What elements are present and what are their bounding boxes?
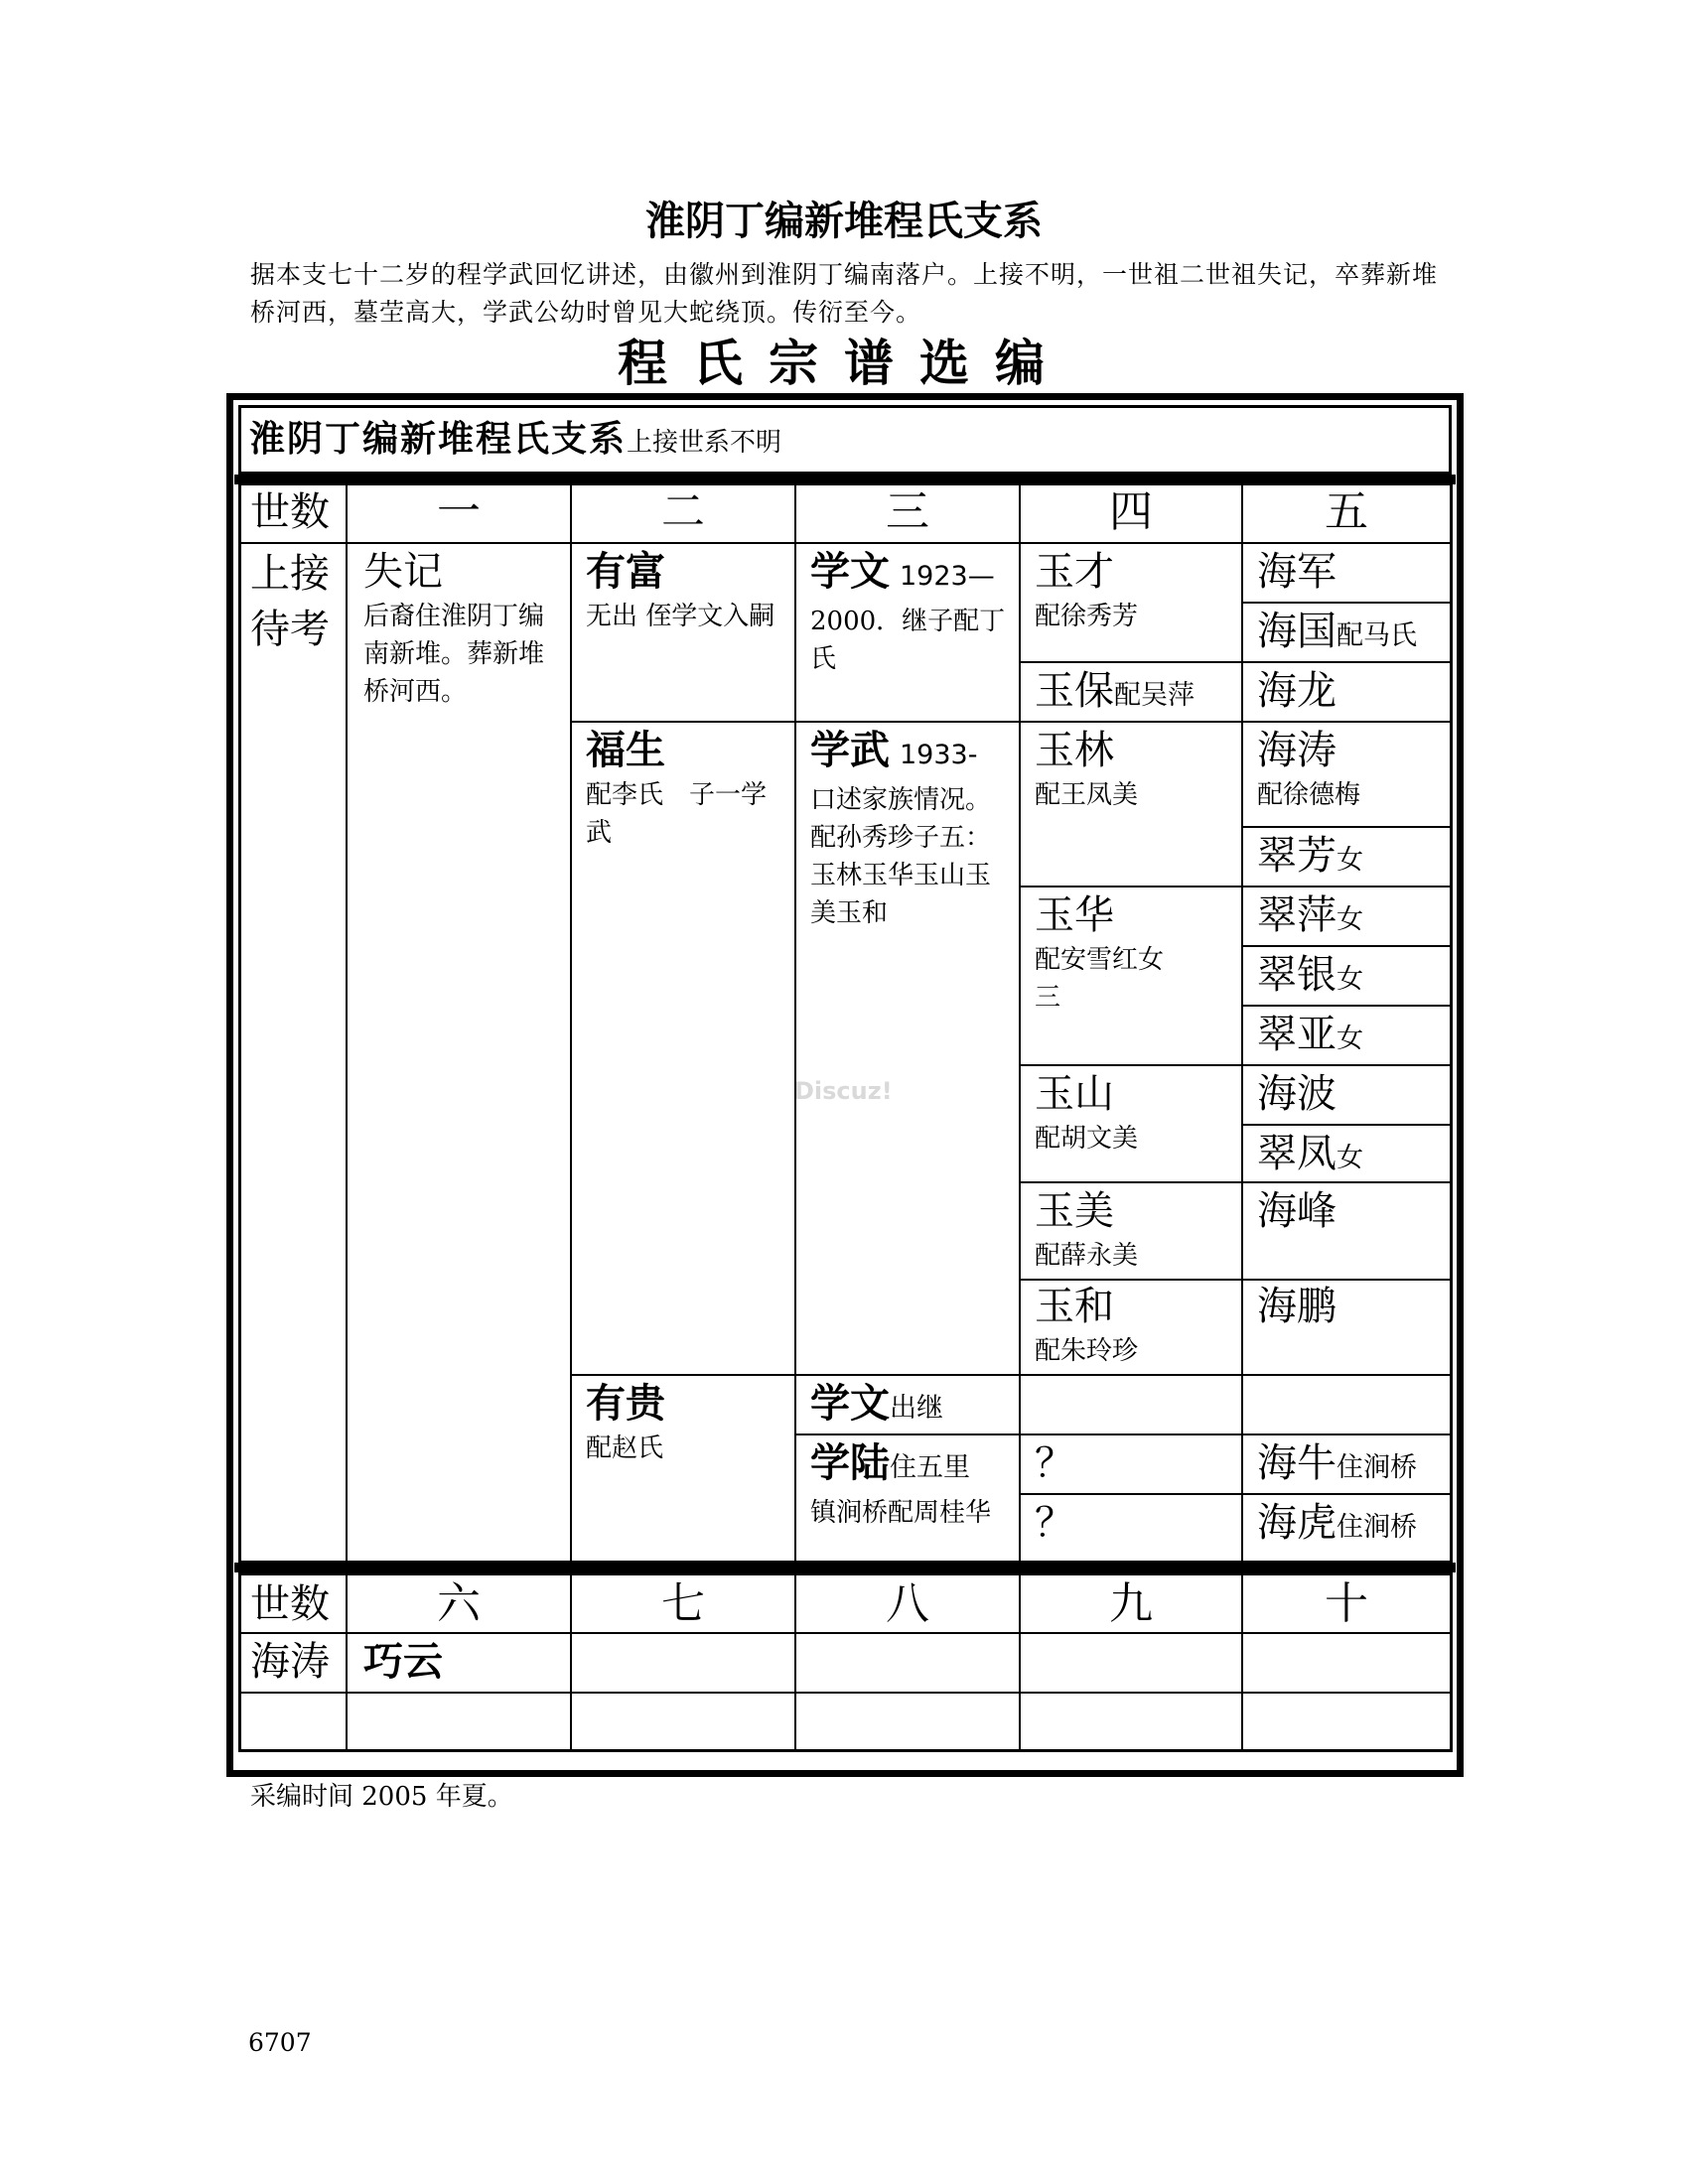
grid-line bbox=[570, 482, 572, 1563]
person-cell bbox=[1035, 1281, 1237, 1370]
person-note: 配赵氏 bbox=[586, 1433, 664, 1463]
person-name: 海峰 bbox=[1257, 1188, 1336, 1234]
person-cell bbox=[1035, 1068, 1237, 1158]
person-cell bbox=[586, 725, 788, 852]
person-suffix: 住涧桥 bbox=[1336, 1512, 1417, 1543]
grid-line bbox=[1241, 1374, 1452, 1376]
person-cell bbox=[810, 725, 1015, 932]
grid-line bbox=[794, 721, 1021, 723]
watermark: Discuz! bbox=[794, 1077, 893, 1105]
person-name: 翠芳 bbox=[1257, 833, 1336, 879]
generation-header: 八 bbox=[886, 1578, 929, 1629]
person-name: 翠萍 bbox=[1257, 892, 1336, 938]
person-cell bbox=[1035, 1497, 1237, 1549]
grid-line bbox=[1019, 1493, 1243, 1495]
grid-line bbox=[238, 482, 241, 1563]
person-cell bbox=[1035, 1185, 1237, 1275]
person-suffix: 住涧桥 bbox=[1336, 1452, 1417, 1483]
person-note: 后裔住淮阴丁编南新堆。葬新堆桥河西。 bbox=[363, 602, 545, 707]
grid-line bbox=[1019, 1433, 1243, 1435]
grid-line bbox=[1019, 886, 1243, 887]
person-suffix: 住五里 bbox=[890, 1452, 970, 1483]
person-note: 配徐秀芳 bbox=[1035, 602, 1139, 631]
person-cell bbox=[1257, 1185, 1448, 1237]
person-name: ？ bbox=[1035, 1500, 1074, 1546]
header-label: 世数 bbox=[250, 489, 330, 535]
person-cell bbox=[1035, 1437, 1237, 1489]
page-number: 6707 bbox=[248, 2028, 312, 2057]
grid-line bbox=[1241, 1433, 1452, 1435]
row-label: 海涛 bbox=[250, 1639, 330, 1685]
person-note: 2000．继子配丁氏 bbox=[810, 607, 1006, 674]
grid-line bbox=[1241, 602, 1452, 604]
person-name: 有富 bbox=[586, 549, 665, 595]
grid-line bbox=[570, 1374, 796, 1376]
grid-line bbox=[238, 542, 1452, 544]
banner-note: 上接世系不明 bbox=[627, 428, 782, 458]
person-name: 翠亚 bbox=[1257, 1012, 1336, 1057]
person-name: 海牛 bbox=[1257, 1440, 1336, 1486]
banner-title: 淮阴丁编新堆程氏支系 bbox=[249, 419, 628, 460]
person-note: 镇涧桥配周桂华 bbox=[810, 1498, 992, 1528]
row-label: 上接待考 bbox=[250, 551, 330, 652]
generation-header: 十 bbox=[1325, 1578, 1368, 1629]
person-cell bbox=[363, 546, 562, 711]
header-label: 世数 bbox=[250, 1581, 330, 1627]
grid-line bbox=[238, 1749, 1452, 1752]
person-name: 翠凤 bbox=[1257, 1131, 1336, 1176]
person-cell bbox=[1257, 830, 1448, 887]
person-name: 海虎 bbox=[1257, 1500, 1336, 1546]
grid-line bbox=[794, 482, 796, 1563]
person-note: 配薛永美 bbox=[1035, 1241, 1139, 1271]
grid-line bbox=[238, 1692, 1452, 1694]
person-name: 学陆 bbox=[810, 1440, 890, 1486]
person-note: 配李氏 子一学武 bbox=[586, 780, 768, 848]
grid-line bbox=[1450, 482, 1453, 1563]
generation-header: 三 bbox=[886, 486, 929, 537]
person-cell bbox=[810, 1437, 1015, 1532]
person-cell bbox=[810, 546, 1015, 678]
person-note: 无出 侄学文入嗣 bbox=[586, 602, 775, 631]
person-name: 玉才 bbox=[1035, 549, 1114, 595]
person-name: 海波 bbox=[1257, 1071, 1336, 1117]
person-cell bbox=[1257, 1437, 1448, 1494]
person-name: 海龙 bbox=[1257, 668, 1336, 714]
grid-line bbox=[1019, 482, 1021, 1563]
person-dates: 1933- bbox=[900, 740, 978, 770]
person-suffix: 女 bbox=[1336, 1143, 1363, 1173]
person-cell bbox=[586, 546, 788, 635]
person-name: 学文 bbox=[810, 1381, 890, 1427]
person-suffix: 女 bbox=[1336, 1024, 1363, 1054]
person-cell bbox=[1257, 606, 1448, 662]
generation-header: 四 bbox=[1109, 486, 1153, 537]
person-name: 福生 bbox=[586, 728, 665, 773]
person-note: 配徐德梅 bbox=[1257, 780, 1361, 810]
footer-note: 采编时间 2005 年夏。 bbox=[250, 1782, 513, 1812]
page-title: 淮阴丁编新堆程氏支系 bbox=[645, 199, 1043, 244]
generation-header: 二 bbox=[661, 486, 705, 537]
generation-header: 一 bbox=[437, 486, 481, 537]
person-dates: 1923— bbox=[900, 561, 995, 592]
person-cell bbox=[1257, 949, 1448, 1006]
grid-line bbox=[1241, 1124, 1452, 1126]
person-suffix: 女 bbox=[1336, 845, 1363, 876]
person-name: 学文 bbox=[810, 549, 890, 595]
table-divider bbox=[234, 1563, 1456, 1572]
person-name: 玉林 bbox=[1035, 728, 1114, 773]
person-suffix: 配吴萍 bbox=[1114, 680, 1195, 711]
person-name: 失记 bbox=[363, 549, 443, 595]
person-name: 海涛 bbox=[1257, 728, 1336, 773]
person-cell bbox=[1035, 889, 1164, 1017]
person-name: 巧云 bbox=[363, 1639, 443, 1685]
grid-line bbox=[1241, 482, 1243, 1563]
person-cell bbox=[1257, 725, 1448, 814]
person-cell bbox=[1035, 725, 1237, 814]
intro-paragraph: 据本支七十二岁的程学武回忆讲述，由徽州到淮阴丁编南落户。上接不明，一世祖二世祖失记，卒葬新堆桥河西，墓茔高大，学武公幼时曾见大蛇绕顶。传衍至今。 bbox=[250, 260, 1439, 327]
person-suffix: 配马氏 bbox=[1336, 620, 1417, 651]
grid-line bbox=[1241, 826, 1452, 828]
person-cell bbox=[1257, 889, 1448, 946]
grid-line bbox=[1019, 661, 1243, 663]
person-name: 海国 bbox=[1257, 609, 1336, 654]
grid-line bbox=[1019, 1064, 1243, 1066]
person-suffix: 女 bbox=[1336, 904, 1363, 935]
person-cell bbox=[1257, 546, 1448, 598]
grid-line bbox=[1019, 1181, 1243, 1183]
person-cell bbox=[1257, 1497, 1448, 1554]
person-name: 有贵 bbox=[586, 1381, 665, 1427]
generation-header: 九 bbox=[1109, 1578, 1153, 1629]
grid-line bbox=[1241, 721, 1452, 723]
person-cell bbox=[1257, 1068, 1448, 1120]
person-name: 玉华 bbox=[1035, 892, 1114, 938]
person-cell bbox=[586, 1378, 788, 1467]
person-name: 海鹏 bbox=[1257, 1284, 1336, 1329]
person-note: 配安雪红女三 bbox=[1035, 945, 1165, 1013]
person-suffix: 出继 bbox=[890, 1393, 943, 1424]
generation-header: 五 bbox=[1325, 486, 1368, 537]
person-suffix: 女 bbox=[1336, 964, 1363, 995]
person-cell bbox=[1035, 665, 1237, 722]
grid-line bbox=[1019, 1374, 1243, 1376]
person-name: 海军 bbox=[1257, 549, 1336, 595]
person-cell bbox=[1257, 665, 1448, 717]
grid-line bbox=[570, 721, 796, 723]
grid-line bbox=[238, 1572, 241, 1752]
subtitle: 程氏宗谱选编 bbox=[618, 335, 1070, 392]
person-name: 玉保 bbox=[1035, 668, 1114, 714]
grid-line bbox=[1450, 1572, 1453, 1752]
table-banner bbox=[238, 405, 1452, 475]
person-note: 配王凤美 bbox=[1035, 780, 1139, 810]
person-name: 玉美 bbox=[1035, 1188, 1114, 1234]
grid-line bbox=[238, 1561, 1452, 1564]
grid-line bbox=[346, 482, 348, 1563]
person-cell bbox=[1257, 1281, 1448, 1332]
generation-header: 六 bbox=[437, 1578, 481, 1629]
person-cell bbox=[1257, 1009, 1448, 1065]
person-name: 玉山 bbox=[1035, 1071, 1114, 1117]
grid-line bbox=[794, 1374, 1021, 1376]
person-note: 口述家族情况。配孙秀珍子五：玉林玉华玉山玉美玉和 bbox=[810, 785, 992, 928]
person-note: 配胡文美 bbox=[1035, 1124, 1139, 1154]
person-cell bbox=[1257, 1128, 1448, 1184]
person-note: 配朱玲珍 bbox=[1035, 1336, 1139, 1366]
person-cell bbox=[810, 1378, 1015, 1434]
generation-header: 七 bbox=[661, 1578, 705, 1629]
person-name: ？ bbox=[1035, 1440, 1074, 1486]
person-name: 玉和 bbox=[1035, 1284, 1114, 1329]
person-name: 学武 bbox=[810, 728, 890, 773]
person-name: 翠银 bbox=[1257, 952, 1336, 998]
person-cell bbox=[1035, 546, 1237, 635]
